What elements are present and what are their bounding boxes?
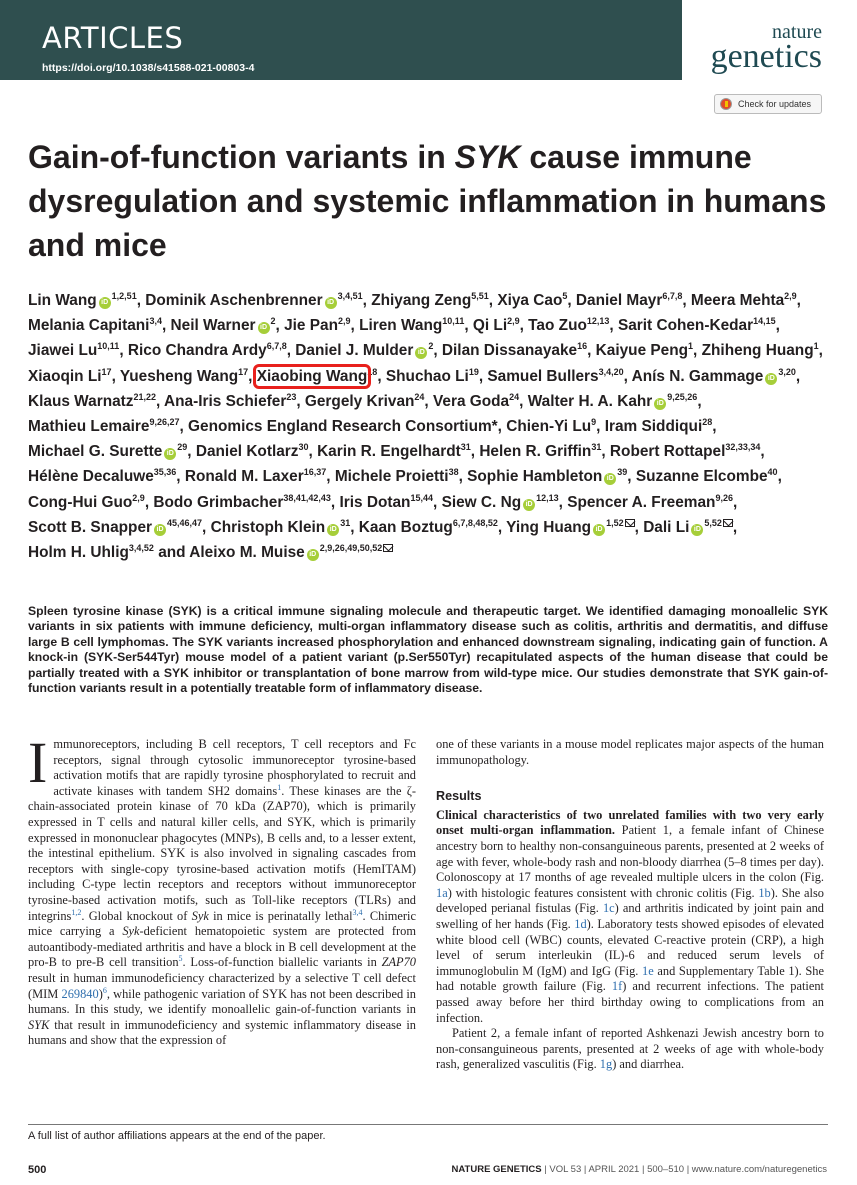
orcid-icon[interactable]: iD [164,448,176,460]
orcid-icon[interactable]: iD [154,524,166,536]
author-name[interactable]: Christoph Klein [210,518,326,536]
author-name[interactable]: Mathieu Lemaire [28,418,150,436]
body-text: Patient 1, a female infant of Chinese ancestry born to healthy non-consanguineous parents, presented at 2 weeks of age with fever, whole-body rash and non-bloody diarrhea (5–8 times per day). Colonoscopy at 17 months of age revealed multiple ulcers in the colon (Fig. [436,823,824,885]
check-for-updates-button[interactable] [714,94,822,114]
orcid-icon[interactable]: iD [604,473,616,485]
author-name[interactable]: Karin R. Engelhardt [317,443,461,461]
author-name[interactable]: Helen R. Griffin [479,443,592,461]
logo-line-1: nature [772,21,822,43]
affiliation-numbers: 5,51 [471,291,489,301]
author-name[interactable]: Sarit Cohen-Kedar [617,317,754,335]
author-entry [28,317,162,334]
affiliation-numbers: 17 [101,366,112,377]
orcid-icon[interactable]: iD [325,297,337,309]
email-icon[interactable] [383,544,393,552]
affiliation-numbers: 1 [813,341,819,352]
affiliation-numbers: 2,9,26,49,50,52 [319,543,383,554]
author-name[interactable]: Shuchao Li [385,367,469,385]
author-name[interactable]: Kaan Boztug [358,518,453,536]
affiliation-numbers: 2 [270,316,276,327]
affiliation-numbers: 32,33,34 [725,442,761,453]
affiliation-numbers: 5,52 [704,517,722,528]
body-text: that result in immunodeficiency and systemic inflammatory disease in humans and show that the expression of [28,1017,416,1048]
author-entry [28,342,119,359]
title-gene: SYK [454,139,521,175]
author-entry [28,468,176,485]
affiliation-numbers: 40 [767,467,778,478]
author-entry [211,519,351,536]
affiliation-numbers: 1 [688,341,694,352]
author-entry [28,393,156,410]
author-name[interactable]: Zhiheng Huang [701,342,814,360]
figure-link[interactable]: 1f [611,979,623,994]
affiliation-numbers: 23 [286,391,297,402]
author-entry [467,468,627,485]
affiliation-numbers: 12,13 [536,492,559,503]
author-entry [28,368,112,385]
author-name[interactable]: Dilan Dissanayake [441,342,578,360]
body-text: result in human immunodeficiency characterized by a selective T cell defect (MIM [28,970,416,1001]
orcid-icon[interactable]: iD [593,524,605,536]
author-entry [359,317,464,334]
author-name[interactable]: Suzanne Elcombe [635,468,768,486]
author-name[interactable]: Neil Warner [170,317,256,335]
author-name[interactable]: Dali Li [643,518,690,536]
author-name[interactable]: Qi Li [472,317,508,335]
author-entry [386,368,479,385]
affiliation-numbers: 10,11 [97,341,120,352]
author-entry [610,443,760,460]
affiliation-numbers: 2,9 [132,492,145,503]
author-entry [479,443,601,460]
author-name[interactable]: Yuesheng Wang [119,367,239,385]
author-entry [567,494,733,511]
body-text: -deficient hematopoietic system are protected from autoantibody-mediated arthritis and have a block in B cell development at the pro-B to pre-B cell transition [28,924,417,970]
body-text: . Chimeric mice carrying a [28,908,416,939]
crossmark-icon [720,98,732,110]
body-italic: ZAP70 [381,955,416,970]
author-name[interactable]: Ronald M. Laxer [184,468,304,486]
affiliation-numbers: 3,4,52 [128,543,154,554]
affiliation-numbers: 1,2,51 [111,291,137,301]
author-entry [691,292,797,309]
author-entry [487,368,623,385]
author-entry [196,443,309,460]
author-entry [189,544,393,561]
figure-link[interactable]: 1a [436,885,448,900]
affiliation-numbers: 9,26 [715,492,733,503]
reference-link[interactable]: 3,4 [352,907,363,917]
affiliation-numbers: 39 [617,467,628,478]
author-name[interactable]: Ying Huang [506,518,592,536]
body-text: ) [98,986,103,1001]
author-entry [28,494,145,511]
author-entry [28,292,137,309]
affiliation-numbers: 9,25,26 [667,391,698,402]
author-name[interactable]: Walter H. A. Kahr [527,392,653,410]
author-name[interactable]: Ana-Iris Schiefer [164,392,287,410]
affiliation-numbers: 16 [577,341,588,352]
author-name[interactable]: Jie Pan [284,317,338,335]
section-label: ARTICLES [42,21,184,55]
reference-link[interactable]: 1,2 [71,907,82,917]
body-text: Patient 2, a female infant of reported Ashkenazi Jewish ancestry born to non-consanguineous parents, presented at 2 weeks of age with whole-body rash, generalized vasculitis (Fig. [436,1026,824,1072]
affiliation-numbers: 3,4,51 [337,291,363,301]
author-entry [188,418,498,435]
body-column-left [28,730,417,1049]
mim-link[interactable]: 269840 [61,986,99,1001]
affiliation-numbers: 12,13 [586,316,610,327]
orcid-icon[interactable]: iD [523,499,535,511]
orcid-icon[interactable]: iD [99,297,111,309]
author-name[interactable]: Holm H. Uhlig [28,544,129,562]
affiliation-numbers: 2,9 [507,316,520,327]
figure-link[interactable]: 1c [602,901,615,916]
affiliations-footnote: A full list of author affiliations appears at the end of the paper. [28,1130,326,1142]
body-text: . Global knockout of [81,908,192,923]
orcid-icon[interactable]: iD [415,347,427,359]
figure-link[interactable]: 1e [642,963,654,978]
body-text: ) with histologic features consistent with chronic colitis (Fig. [447,885,759,900]
author-name[interactable]: Robert Rottapel [609,443,726,461]
body-text: mmunoreceptors, including B cell receptors, T cell receptors and Fc receptors, signal through cytosolic immunoreceptor tyrosine-based activation motifs that are rapidly tyrosine phosphorylated to recruit and activate kinases with tandem SH2 domains [53,737,416,798]
author-entry [359,519,498,536]
affiliation-numbers: 6,7,8 [266,341,287,352]
figure-link[interactable]: 1b [758,885,771,900]
author-entry [171,317,276,334]
affiliation-numbers: 14,15 [753,316,776,327]
body-italic: Syk [191,908,209,923]
journal-citation [452,1164,827,1175]
author-entry [257,368,378,385]
author-name[interactable]: Meera Mehta [690,292,785,309]
email-icon[interactable] [723,519,733,527]
author-entry [497,292,567,309]
author-entry [305,393,425,410]
orcid-icon[interactable]: iD [307,549,319,561]
affiliation-numbers: 1,52 [606,517,624,528]
affiliation-numbers: 2 [428,341,434,352]
body-text: ). Laboratory tests showed episodes of elevated white blood cell (WBC) counts, elevated C-reactive protein (CRP), a high level of serum interleukin (IL)-6 and reduced serum levels of immunoglobulin M (IgM) and IgG (Fig. [436,916,824,978]
author-entry [442,494,559,511]
header-banner [0,0,682,80]
author-entry [339,494,433,511]
author-name[interactable]: Lin Wang [28,292,97,309]
page-number: 500 [28,1164,47,1176]
author-entry [506,519,634,536]
author-entry [335,468,459,485]
author-entry [317,443,471,460]
body-italic: Syk [122,924,140,939]
author-entry [28,519,202,536]
affiliation-numbers: 3,4 [149,316,162,327]
affiliation-numbers: 5 [562,291,568,301]
article-title [28,135,828,267]
orcid-icon[interactable]: iD [258,322,270,334]
author-entry [120,368,248,385]
affiliation-numbers: 21,22 [133,391,157,402]
author-entry [643,519,733,536]
author-name[interactable]: Siew C. Ng [441,493,522,511]
body-italic: SYK [28,1017,50,1032]
results-heading: Results [436,789,482,804]
orcid-icon[interactable]: iD [765,373,777,385]
subsection-heading: Clinical characteristics of two unrelated families with two very early onset multi-organ inflammation. [436,807,824,838]
affiliation-numbers: 28 [702,417,713,428]
author-name[interactable]: Kaiyue Peng [595,342,689,360]
author-name[interactable]: Dominik Aschenbrenner [145,292,323,309]
author-name[interactable]: Iris Dotan [339,493,411,511]
author-name[interactable]: Anís N. Gammage [631,367,764,385]
author-entry [632,368,796,385]
body-text: ). She also developed perianal fistulas (Fig. [436,885,824,916]
body-text: ) and diarrhea. [612,1057,685,1072]
author-entry [371,292,489,309]
affiliation-numbers: 31 [460,442,471,453]
author-name[interactable]: Xiaobing Wang [256,367,368,385]
journal-logo [682,22,822,74]
author-name[interactable]: Michael G. Surette [28,443,163,461]
author-entry [506,418,596,435]
orcid-icon[interactable]: iD [327,524,339,536]
author-name[interactable]: Samuel Bullers [487,367,599,385]
author-entry [164,393,296,410]
reference-link[interactable]: 6 [102,985,107,995]
author-entry [433,393,519,410]
orcid-icon[interactable]: iD [691,524,703,536]
body-text: , while pathogenic variation of SYK has not been described in humans. In this study, we identify monoallelic gain-of-function variants in [28,986,416,1017]
affiliation-numbers: 45,46,47 [167,517,203,528]
figure-link[interactable]: 1d [574,916,587,931]
affiliation-numbers: 2,9 [337,316,351,327]
reference-link[interactable]: 1 [277,782,282,792]
affiliation-numbers: 38,41,42,43 [283,492,331,503]
author-name[interactable]: Daniel Kotlarz [195,443,299,461]
author-entry [145,292,362,309]
affiliation-numbers: 9,26,27 [149,417,180,428]
author-entry [596,342,693,359]
author-name[interactable]: Tao Zuo [528,317,587,335]
affiliation-numbers: 10,11 [442,316,465,327]
title-text-2: cause immune dysregulation and systemic inflammation in humans and mice [28,139,827,263]
affiliation-numbers: 15,44 [410,492,433,503]
author-name[interactable]: Vera Goda [432,392,510,410]
author-entry [284,317,350,334]
affiliation-numbers: 3,4,20 [598,366,624,377]
footer-divider [28,1124,828,1125]
author-name[interactable]: Sophie Hambleton [467,468,603,486]
author-entry [28,443,187,460]
author-name[interactable]: Rico Chandra Ardy [127,342,267,360]
body-text: and Supplementary Table 1). She had notable growth failure (Fig. [436,963,825,994]
author-entry [528,317,609,334]
check-updates-label: Check for updates [738,99,812,109]
body-text: ) and recurrent infections. The patient passed away before her third birthday owing to complications from an infection. [436,979,824,1025]
affiliation-numbers: 31 [591,442,602,453]
author-name[interactable]: Aleixo M. Muise [189,544,305,562]
journal-name: NATURE GENETICS [451,1164,542,1175]
affiliation-numbers: 31 [340,517,351,528]
author-name[interactable]: Daniel J. Mulder [295,342,414,360]
affiliation-numbers: 18 [367,366,378,377]
author-list: Lin Wang iD$^{1,2,51}$, Dominik Aschenbrenner iD$^{3,4,51}$, Zhiyang Zeng$^{5,51}$, Xiya Cao$^5$, Daniel Mayr$^{6,7,8}$, Meera Mehta$^{2,9}$, Melania Capitani$^{3,4}$, Neil Warner $iD^2$, Jie Pan$^{2,9}$, Liren Wang$^{10,11}$, Qi Li$^{2,9}$, Tao Zuo$^{12,13}$, Sarit Cohen-Kedar$^{14,15}$, Jiawei Lu$^{10,11}$, Rico Chandra Ardy$^{6,7,8}$, Daniel J. Mulder $iD^2$, Dilan Dissanayake$^{16}$, Kaiyue Peng$^1$, Zhiheng Huang$^1$, Xiaoqin Li$^{17}$, Yuesheng Wang$^{17}$, Xiaobing Wang$^{18}$, Shuchao Li$^{19}$, Samuel Bullers$^{3,4,20}$, Anís N. Gammage iD$^{3,20}$, Klaus Warnatz$^{21,22}$, Ana-Iris Schiefer$^{23}$, Gergely Krivan$^{24}$, Vera Goda$^{24}$, Walter H. A. Kahr iD$^{9,25,26}$, Mathieu Lemaire$^{9,26,27}$, Genomics England Research Consortium*, Chien-Yi Lu$^9$, Iram Siddiqui$^{28}$, Michael G. Surette $iD^{29}$, Daniel Kotlarz$^{30}$, Karin R. Engelhardt$^{31}$, Helen R. Griffin$^{31}$, Robert Rottapel$^{32,33,34}$, Hélène Decaluwe$^{35,36}$, Ronald M. Laxer$^{16,37}$, Michele Proietti$^{38}$, Sophie Hambleton $iD^{39}$, Suzanne Elcombe$^{40}$, Cong-Hui Guo$^{2,9}$, Bodo Grimbacher$^{38,41,42,43}$, Iris Dotan$^{15,44}$, Siew C. Ng iD$^{12,13}$, Spencer A. Freeman$^{9,26}$, Scott B. Snapper iD$^{45,46,47}$, Christoph Klein $iD^{31}$, Kaan Boztug$^{6,7,8,48,52}$, Ying Huang iD$^{1,52}$ , Dali Li iD$^{5,52}$ , Holm H. Uhlig$^{3,4,52}$ and Aleixo M. Muise iD$^{2,9,26,49,50,52}$ [28,291,823,562]
author-name[interactable]: Spencer A. Freeman [567,493,716,511]
author-entry [605,418,713,435]
body-column-right [436,737,824,1073]
author-name[interactable]: Michele Proietti [334,468,449,486]
affiliation-numbers: 6,7,8 [662,291,683,301]
author-name[interactable]: Zhiyang Zeng [371,292,472,309]
email-icon[interactable] [625,519,635,527]
affiliation-numbers: 16,37 [303,467,327,478]
affiliation-numbers: 29 [177,442,188,453]
author-entry [28,544,154,561]
author-entry [473,317,520,334]
author-name[interactable]: Iram Siddiqui [604,418,703,436]
author-entry [28,418,179,435]
reference-link[interactable]: 5 [178,954,183,964]
affiliation-numbers: 17 [238,366,249,377]
affiliation-numbers: 24 [414,391,425,402]
body-text: ) and arthritis indicated by joint pain and swelling of her hands (Fig. [436,901,824,931]
author-name[interactable]: Liren Wang [359,317,443,335]
author-name[interactable]: Cong-Hui Guo [28,493,133,511]
drop-cap: I [28,730,48,795]
author-name[interactable]: Xiaoqin Li [28,367,102,385]
author-entry [528,393,698,410]
affiliation-numbers: 19 [468,366,479,377]
author-entry [618,317,776,334]
affiliation-numbers: 6,7,8,48,52 [452,517,498,528]
body-text: in mice is perinatally lethal [208,908,353,923]
body-text: . These kinases are the ζ-chain-associated protein kinase of 70 kDa (ZAP70), which is primarily expressed in T cells and natural killer cells, and SYK, which is primarily expressed in mononuclear phagocytes (MNPs), B cells and, to a lesser extent, the intestinal epithelium. SYK is also involved in signaling cascades from receptors with single-copy tyrosine-based activation motifs (HemITAM) including C-type lectin receptors and receptors without immunoreceptor tyrosine-based activation motifs, such as Toll-like receptors (TLRs) and integrins [28,783,416,923]
author-name[interactable]: Scott B. Snapper [28,518,152,536]
author-entry [442,342,587,359]
affiliation-numbers: 24 [509,391,520,402]
author-name[interactable]: Xiya Cao [497,292,563,309]
author-entry [153,494,331,511]
abstract: Spleen tyrosine kinase (SYK) is a critical immune signaling molecule and therapeutic target. We identified damaging monoallelic SYK variants in six patients with immune deficiency, multi-organ inflammatory disease such as colitis, arthritis and dermatitis, and diffuse large B cell lymphomas. The SYK variants increased phosphorylation and enhanced downstream signaling, indicating gain of function. A knock-in (SYK-Ser544Tyr) mouse model of a patient variant (p.Ser550Tyr) recapitulated aspects of the human disease that could be partially treated with a SYK inhibitor or transplantation of bone marrow from wild-type mice. Our studies demonstrate that SYK gain-of-function variants result in a potentially treatable form of inflammatory disease. [28,604,828,696]
author-name[interactable]: Jiawei Lu [28,342,98,360]
author-entry [185,468,326,485]
author-entry [128,342,287,359]
author-name[interactable]: Bodo Grimbacher [153,493,284,511]
figure-link[interactable]: 1g [599,1057,613,1072]
affiliation-numbers: 30 [298,442,309,453]
author-entry [295,342,433,359]
orcid-icon[interactable]: iD [654,398,666,410]
author-entry [576,292,682,309]
author-name[interactable]: Genomics England Research Consortium* [188,418,498,436]
affiliation-numbers: 3,20 [778,366,796,377]
author-entry [702,342,819,359]
affiliation-numbers: 2,9 [784,291,797,301]
author-name[interactable]: Klaus Warnatz [28,392,134,410]
logo-line-2: genetics [710,38,822,75]
author-name[interactable]: Chien-Yi Lu [506,418,592,436]
body-paragraph: one of these variants in a mouse model replicates major aspects of the human immunopathology. [436,737,824,767]
body-text: . Loss-of-function biallelic variants in [182,955,382,970]
author-name[interactable]: Hélène Decaluwe [28,468,154,486]
author-entry [636,468,778,485]
citation-details: | VOL 53 | APRIL 2021 | 500–510 | www.nature.com/naturegenetics [541,1164,827,1175]
affiliation-numbers: 35,36 [153,467,177,478]
author-name[interactable]: Gergely Krivan [304,392,415,410]
affiliation-numbers: 9 [591,417,597,428]
doi-link[interactable]: https://doi.org/10.1038/s41588-021-00803-4 [42,62,255,74]
author-name[interactable]: Daniel Mayr [575,292,663,309]
author-name[interactable]: Melania Capitani [28,317,150,335]
title-text-1: Gain-of-function variants in [28,139,455,175]
affiliation-numbers: 38 [448,467,459,478]
